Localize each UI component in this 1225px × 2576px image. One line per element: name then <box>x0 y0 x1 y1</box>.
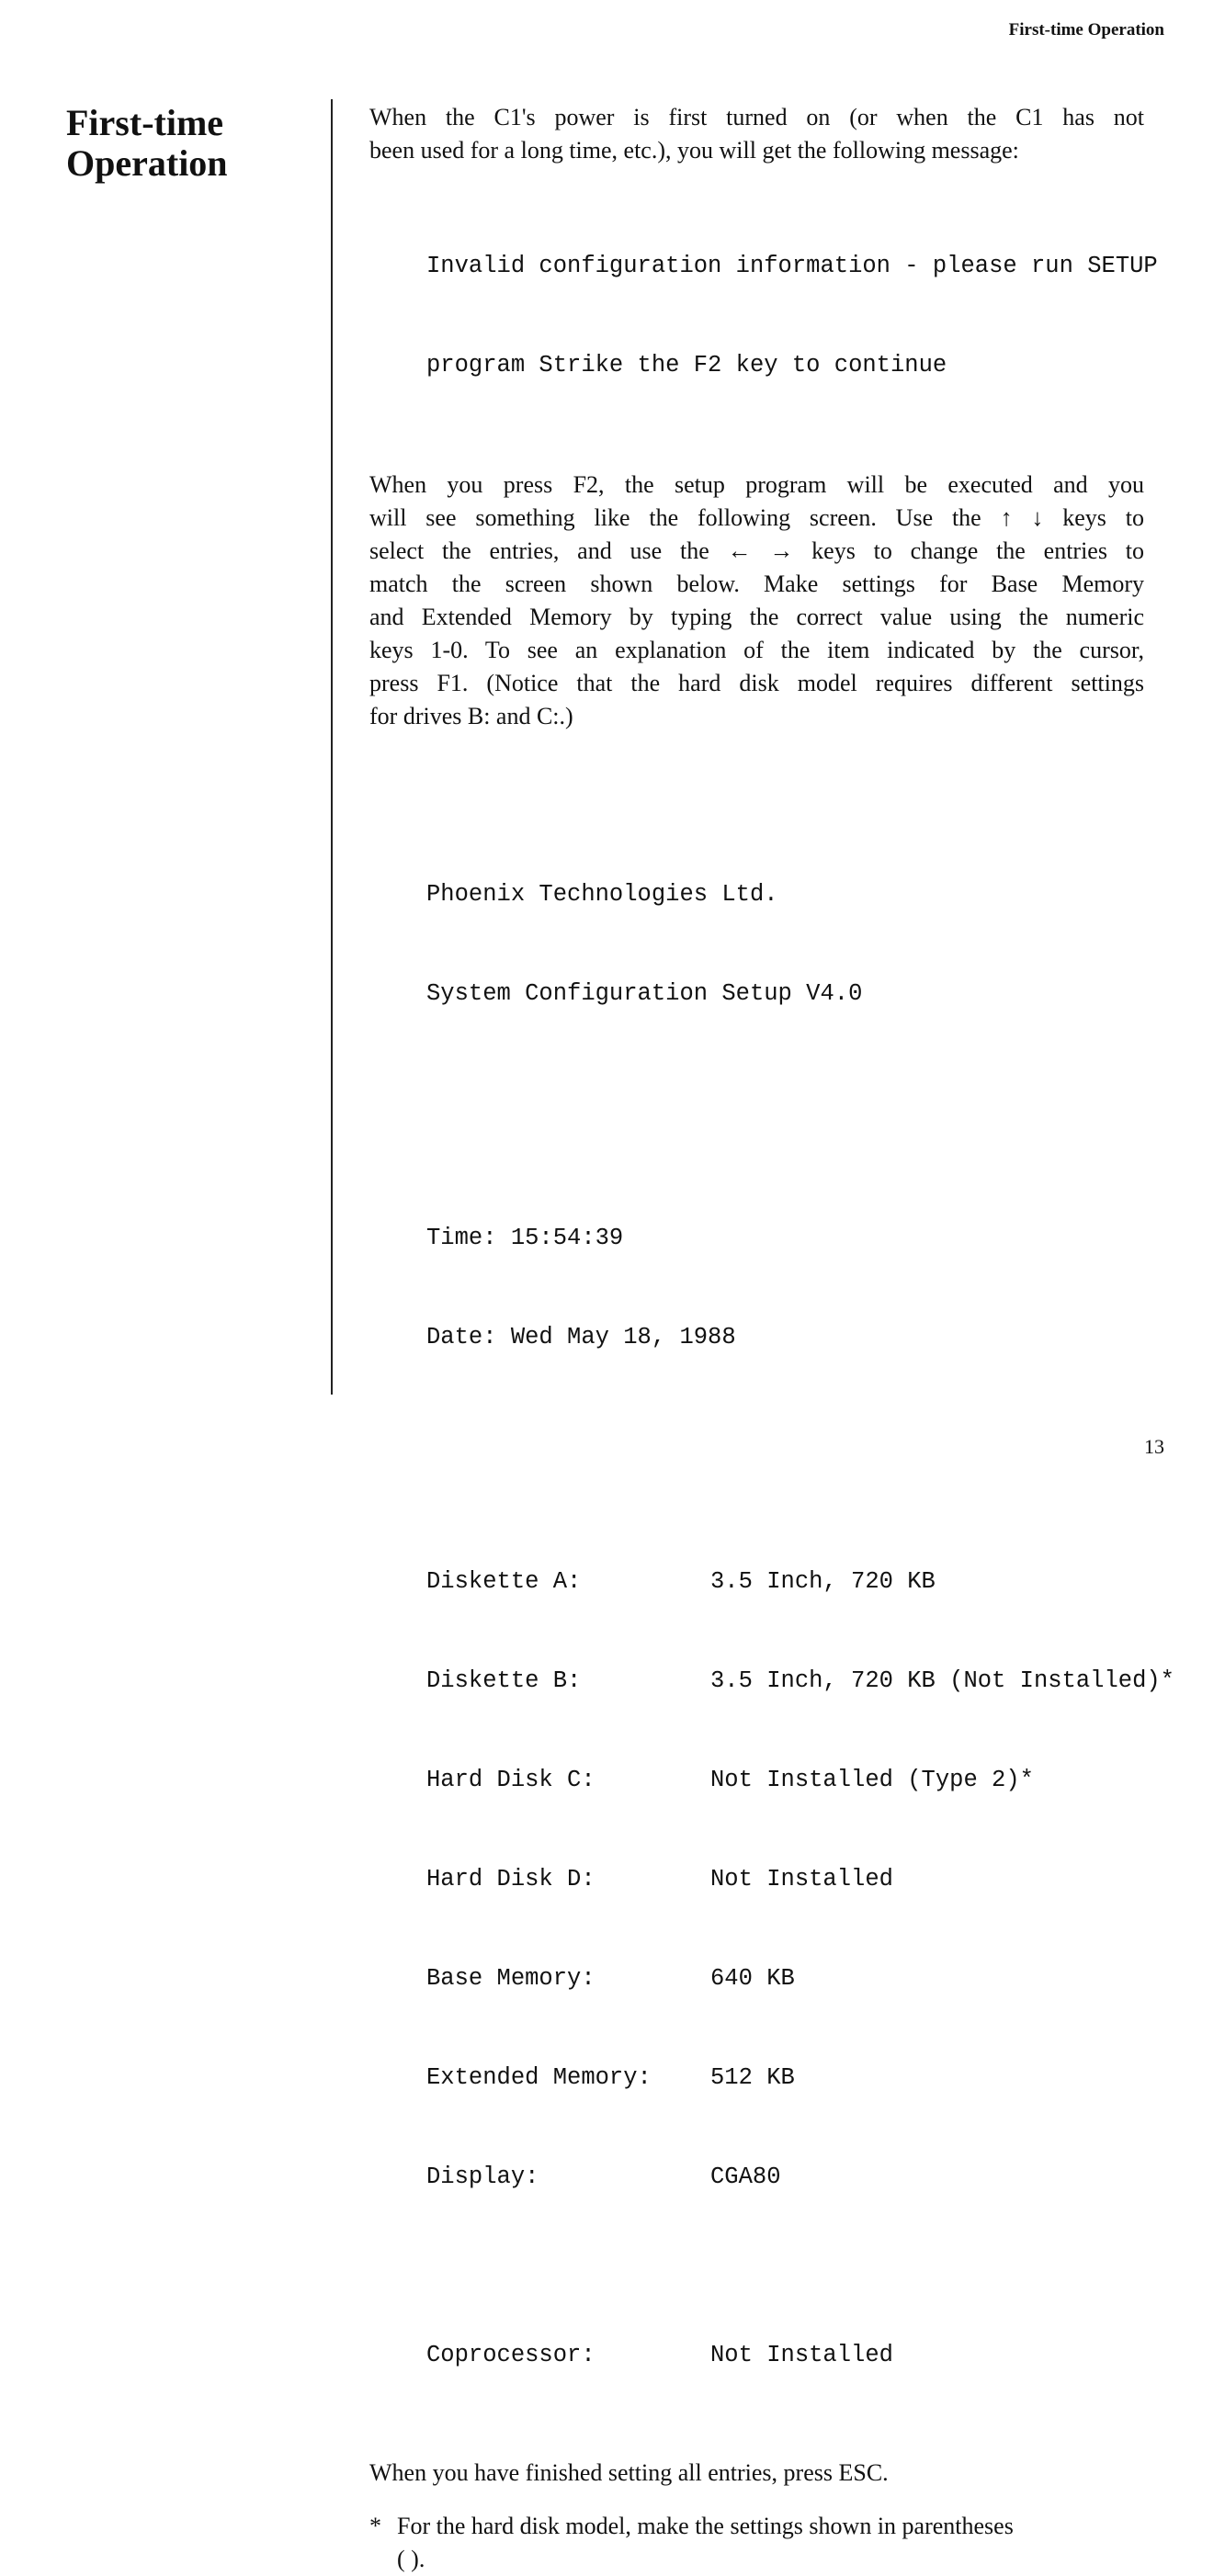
section-title-line-2: Operation <box>66 142 228 184</box>
setup-header <box>426 812 1144 1077</box>
setup-time: Time: 15:54:39 <box>426 1225 624 1251</box>
instructions-line-3: select the entries, and use the ← → keys to change the entries to <box>369 537 1144 564</box>
setup-company: Phoenix Technologies Ltd. <box>426 881 778 908</box>
setup-entry-hard-disk-d <box>426 1863 1144 1896</box>
setup-entries <box>426 1499 1174 2260</box>
setup-entry-label: Display: <box>426 2164 539 2190</box>
footnote-line-1: For the hard disk model, make the settings shown in parentheses <box>397 2513 1014 2539</box>
setup-entry-value: 640 KB <box>710 1965 795 1992</box>
intro-paragraph <box>369 101 1144 167</box>
error-message <box>426 184 1158 448</box>
setup-entry-value: 512 KB <box>710 2064 795 2091</box>
section-title <box>66 103 314 184</box>
error-message-line-1: Invalid configuration information - please run SETUP <box>426 253 1158 279</box>
instructions-line-5: and Extended Memory by typing the correct value using the numeric <box>369 604 1144 630</box>
closing-paragraph: When you have finished setting all entries, press ESC. <box>369 2459 889 2486</box>
setup-date: Date: Wed May 18, 1988 <box>426 1324 736 1350</box>
setup-datetime <box>426 1156 1144 1420</box>
setup-entry-label: Diskette A: <box>426 1568 582 1595</box>
setup-entry-label: Extended Memory: <box>426 2064 652 2091</box>
setup-entry-label: Diskette B: <box>426 1667 582 1694</box>
setup-entry-label: Hard Disk C: <box>426 1767 595 1793</box>
setup-entry-label: Hard Disk D: <box>426 1866 595 1892</box>
vertical-divider <box>331 99 333 1395</box>
setup-entry-value: 3.5 Inch, 720 KB (Not Installed)* <box>710 1667 1174 1694</box>
setup-entry-base-memory <box>426 1962 1144 1995</box>
instructions-line-2: will see something like the following screen. Use the ↑ ↓ keys to <box>369 504 1144 531</box>
instructions-line-8: for drives B: and C:.) <box>369 703 573 729</box>
intro-line-1: When the C1's power is first turned on (or when the C1 has not <box>369 104 1144 130</box>
setup-entry-value: Not Installed <box>710 2342 893 2368</box>
section-title-line-1: First-time <box>66 102 224 143</box>
error-message-line-2: program Strike the F2 key to continue <box>426 352 947 378</box>
instructions-paragraph <box>369 469 1144 733</box>
setup-entry-diskette-b <box>426 1665 1174 1698</box>
setup-entry-coprocessor <box>426 2339 1144 2372</box>
setup-entry-value: Not Installed (Type 2)* <box>710 1767 1034 1793</box>
setup-entry-display <box>426 2161 1144 2194</box>
intro-line-2: been used for a long time, etc.), you will get the following message: <box>369 137 1019 164</box>
setup-entry-value: Not Installed <box>710 1866 893 1892</box>
setup-entry-label: Coprocessor: <box>426 2342 595 2368</box>
running-header: First-time Operation <box>1008 20 1164 40</box>
footnote-text <box>397 2510 1014 2576</box>
instructions-line-7: press F1. (Notice that the hard disk model requires different settings <box>369 670 1144 696</box>
setup-entry-value: 3.5 Inch, 720 KB <box>710 1568 936 1595</box>
setup-entry-extended-memory <box>426 2062 1144 2095</box>
setup-entry-diskette-a <box>426 1565 1144 1599</box>
setup-program: System Configuration Setup V4.0 <box>426 980 863 1007</box>
footnote-marker: * <box>369 2513 381 2539</box>
instructions-line-1: When you press F2, the setup program will be executed and you <box>369 471 1144 498</box>
page-number: 13 <box>1144 1435 1164 1458</box>
footnote-line-2: ( ). <box>397 2546 425 2572</box>
setup-entry-hard-disk-c <box>426 1764 1144 1797</box>
instructions-line-4: match the screen shown below. Make settings for Base Memory <box>369 571 1144 597</box>
setup-entry-value: CGA80 <box>710 2164 781 2190</box>
instructions-line-6: keys 1-0. To see an explanation of the item indicated by the cursor, <box>369 637 1144 663</box>
setup-entry-label: Base Memory: <box>426 1965 595 1992</box>
footnote <box>369 2510 1144 2576</box>
